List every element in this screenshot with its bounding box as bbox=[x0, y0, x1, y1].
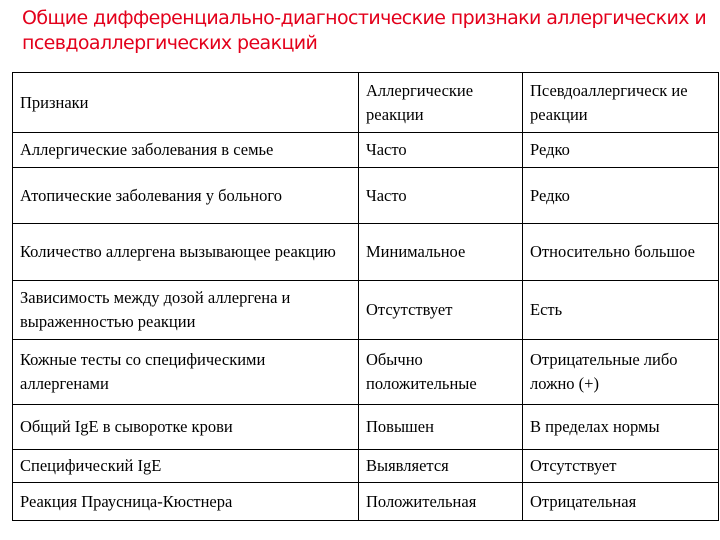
allergic-cell: Обычно положительные bbox=[359, 340, 523, 405]
table-row bbox=[13, 133, 719, 168]
feature-cell: Общий IgE в сыворотке крови bbox=[13, 405, 359, 450]
slide-title: Общие дифференциально-диагностические признаки аллергических и псевдоаллергических реакций bbox=[22, 7, 707, 54]
feature-cell: Аллергические заболевания в семье bbox=[13, 133, 359, 168]
feature-cell: Специфический IgE bbox=[13, 450, 359, 483]
pseudoallergic-cell: В пределах нормы bbox=[523, 405, 719, 450]
table-row bbox=[13, 405, 719, 450]
feature-cell: Атопические заболевания у больного bbox=[13, 168, 359, 224]
pseudoallergic-cell: Редко bbox=[523, 168, 719, 224]
table-row bbox=[13, 281, 719, 340]
feature-cell: Количество аллергена вызывающее реакцию bbox=[13, 224, 359, 281]
pseudoallergic-cell: Отрицательная bbox=[523, 483, 719, 521]
pseudoallergic-cell: Редко bbox=[523, 133, 719, 168]
comparison-table bbox=[12, 72, 719, 521]
feature-cell: Кожные тесты со специфическими аллергенами bbox=[13, 340, 359, 405]
pseudoallergic-cell: Есть bbox=[523, 281, 719, 340]
header-cell-pseudoallergic: Псевдоаллергическ ие реакции bbox=[523, 73, 719, 133]
pseudoallergic-cell: Отсутствует bbox=[523, 450, 719, 483]
table-header-row bbox=[13, 73, 719, 133]
allergic-cell: Часто bbox=[359, 168, 523, 224]
feature-cell: Реакция Праусница-Кюстнера bbox=[13, 483, 359, 521]
table-row bbox=[13, 483, 719, 521]
allergic-cell: Выявляется bbox=[359, 450, 523, 483]
table-row bbox=[13, 340, 719, 405]
allergic-cell: Положительная bbox=[359, 483, 523, 521]
allergic-cell: Отсутствует bbox=[359, 281, 523, 340]
allergic-cell: Повышен bbox=[359, 405, 523, 450]
header-cell-features: Признаки bbox=[13, 73, 359, 133]
pseudoallergic-cell: Отрицательные либо ложно (+) bbox=[523, 340, 719, 405]
table-row bbox=[13, 168, 719, 224]
allergic-cell: Минимальное bbox=[359, 224, 523, 281]
pseudoallergic-cell: Относительно большое bbox=[523, 224, 719, 281]
table-row bbox=[13, 224, 719, 281]
allergic-cell: Часто bbox=[359, 133, 523, 168]
header-cell-allergic: Аллергические реакции bbox=[359, 73, 523, 133]
feature-cell: Зависимость между дозой аллергена и выраженностью реакции bbox=[13, 281, 359, 340]
table-row bbox=[13, 450, 719, 483]
